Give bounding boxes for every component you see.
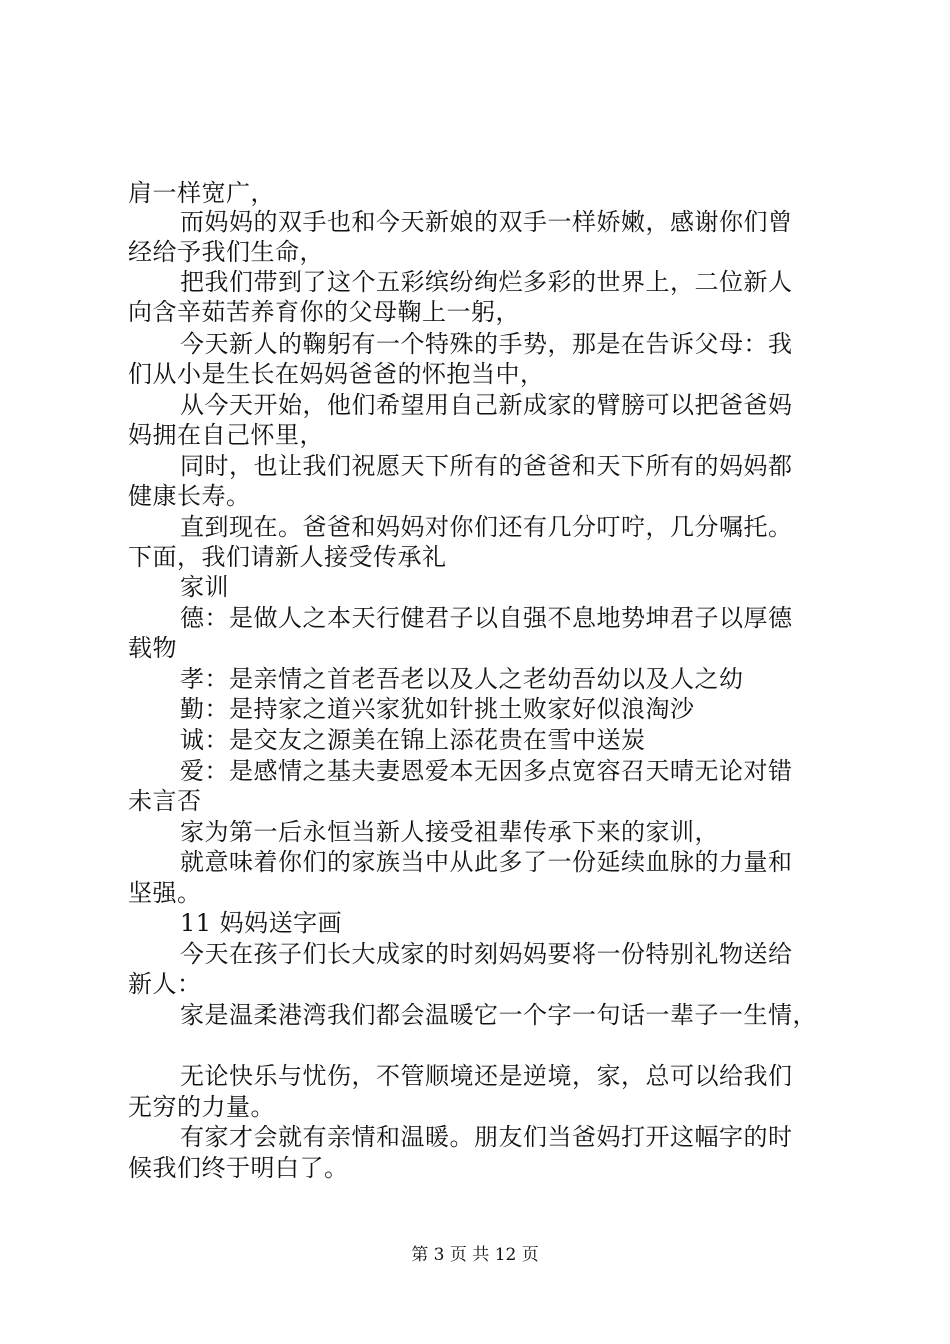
text-line: 而妈妈的双手也和今天新娘的双手一样娇嫩，感谢你们曾: [180, 208, 793, 236]
section-heading: 11 妈妈送字画: [180, 909, 343, 937]
text-line: 健康长寿。: [128, 482, 251, 510]
text-line: 们从小是生长在妈妈爸爸的怀抱当中，: [128, 360, 545, 388]
text-line: 勤：是持家之道兴家犹如针挑土败家好似浪淘沙: [180, 695, 695, 723]
text-line: 无论快乐与忧伤，不管顺境还是逆境，家，总可以给我们: [180, 1062, 793, 1090]
text-line: 肩一样宽广，: [128, 179, 275, 207]
text-line: 从今天开始，他们希望用自己新成家的臂膀可以把爸爸妈: [180, 391, 793, 419]
section-heading: 家训: [180, 573, 229, 601]
text-line: 载物: [128, 634, 177, 662]
text-line: 德：是做人之本天行健君子以自强不息地势坤君子以厚德: [180, 604, 793, 632]
text-line: 今天新人的鞠躬有一个特殊的手势，那是在告诉父母：我: [180, 330, 793, 358]
text-line: 家为第一后永恒当新人接受祖辈传承下来的家训，: [180, 818, 719, 846]
text-line: 家是温柔港湾我们都会温暖它一个字一句话一辈子一生情，: [180, 1001, 817, 1029]
text-line: 坚强。: [128, 879, 202, 907]
text-line: 同时，也让我们祝愿天下所有的爸爸和天下所有的妈妈都: [180, 452, 793, 480]
text-line: 新人：: [128, 970, 202, 998]
text-line: 孝：是亲情之首老吾老以及人之老幼吾幼以及人之幼: [180, 665, 744, 693]
text-line: 今天在孩子们长大成家的时刻妈妈要将一份特别礼物送给: [180, 940, 793, 968]
text-line: 直到现在。爸爸和妈妈对你们还有几分叮咛，几分嘱托。: [180, 513, 793, 541]
text-line: 有家才会就有亲情和温暖。朋友们当爸妈打开这幅字的时: [180, 1123, 793, 1151]
text-line: 把我们带到了这个五彩缤纷绚烂多彩的世界上，二位新人: [180, 268, 793, 296]
text-line: 候我们终于明白了。: [128, 1154, 349, 1182]
text-line: 下面，我们请新人接受传承礼: [128, 543, 447, 571]
text-line: 经给予我们生命，: [128, 238, 324, 266]
text-line: 诚：是交友之源美在锦上添花贵在雪中送炭: [180, 726, 646, 754]
text-line: 未言否: [128, 787, 202, 815]
text-line: 无穷的力量。: [128, 1093, 275, 1121]
text-line: 爱：是感情之基夫妻恩爱本无因多点宽容召天晴无论对错: [180, 757, 793, 785]
text-line: 向含辛茹苦养育你的父母鞠上一躬，: [128, 298, 520, 326]
text-line: 妈拥在自己怀里，: [128, 421, 324, 449]
page-number-footer: 第 3 页 共 12 页: [411, 1245, 539, 1265]
text-line: 就意味着你们的家族当中从此多了一份延续血脉的力量和: [180, 848, 793, 876]
